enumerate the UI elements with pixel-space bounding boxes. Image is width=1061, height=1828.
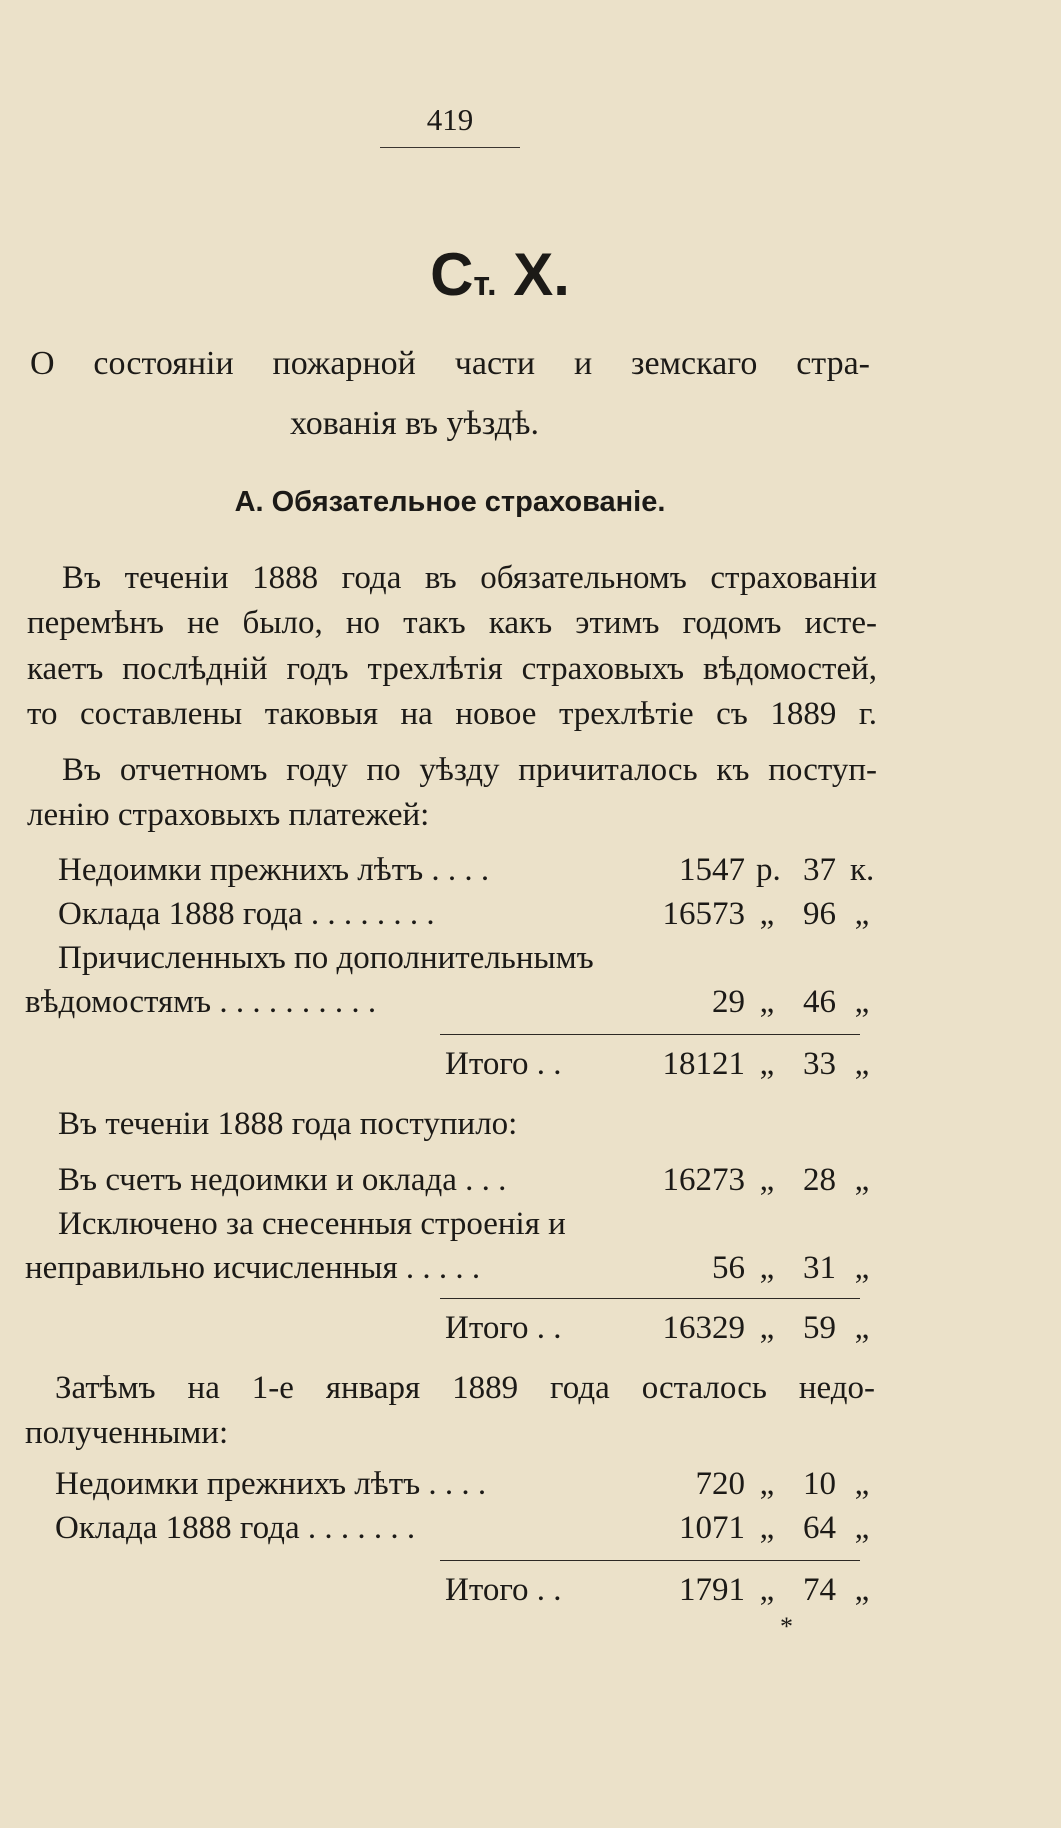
total-rule bbox=[440, 1560, 860, 1561]
row-label: Причисленныхъ по дополнительнымъ bbox=[58, 940, 594, 976]
paragraph4-line-1: Затѣмъ на 1-е января 1889 года осталось недо- bbox=[55, 1370, 875, 1406]
row-amount: 16573 bbox=[662, 896, 745, 932]
total-rule bbox=[440, 1298, 860, 1299]
row-currency: „ bbox=[759, 1162, 775, 1198]
row-currency: „ bbox=[759, 1510, 775, 1546]
paragraph1-line-4: то составлены таковыя на новое трехлѣтiе съ 1889 г. bbox=[27, 696, 877, 732]
signature-mark: * bbox=[780, 1612, 793, 1641]
row-currency: „ bbox=[759, 896, 775, 932]
row-label: Въ счетъ недоимки и оклада . . . bbox=[58, 1162, 507, 1198]
row-currency: „ bbox=[759, 1466, 775, 1502]
paragraph1-line-1: Въ теченiи 1888 года въ обязательномъ страхованiи bbox=[62, 560, 877, 596]
row-label: неправильно исчисленныя . . . . . bbox=[25, 1250, 481, 1286]
total-kopecks: 33 bbox=[803, 1046, 836, 1082]
row-currency: р. bbox=[756, 852, 781, 888]
row-currency-kop: к. bbox=[850, 852, 875, 888]
ledger-row bbox=[0, 1250, 1061, 1294]
ledger-row bbox=[0, 1510, 1061, 1554]
row-kopecks: 37 bbox=[803, 852, 836, 888]
page-number: 419 bbox=[426, 102, 474, 137]
total-amount: 18121 bbox=[662, 1046, 745, 1082]
row-amount: 1547 bbox=[679, 852, 745, 888]
row-amount: 16273 bbox=[662, 1162, 745, 1198]
row-amount: 720 bbox=[695, 1466, 745, 1502]
total-rule bbox=[440, 1034, 860, 1035]
paragraph4-line-2: полученными: bbox=[25, 1415, 229, 1451]
total-currency-kop: „ bbox=[854, 1572, 870, 1608]
row-label: Недоимки прежнихъ лѣтъ . . . . bbox=[58, 852, 490, 888]
total-amount: 1791 bbox=[679, 1572, 745, 1608]
row-label: Оклада 1888 года . . . . . . . . bbox=[58, 896, 435, 932]
ledger-row bbox=[0, 896, 1061, 940]
paragraph1-line-2: перемѣнъ не было, но такъ какъ этимъ годомъ исте- bbox=[27, 605, 877, 641]
row-kopecks: 96 bbox=[803, 896, 836, 932]
total-row bbox=[0, 1046, 1061, 1090]
total-currency: „ bbox=[759, 1046, 775, 1082]
total-currency-kop: „ bbox=[854, 1046, 870, 1082]
paragraph2-line-2: ленiю страховыхъ платежей: bbox=[27, 797, 430, 833]
row-kopecks: 28 bbox=[803, 1162, 836, 1198]
ledger-row bbox=[0, 1466, 1061, 1510]
ledger-row bbox=[0, 984, 1061, 1028]
total-amount: 16329 bbox=[662, 1310, 745, 1346]
ledger-row bbox=[0, 940, 1061, 984]
total-row bbox=[0, 1310, 1061, 1354]
row-currency-kop: „ bbox=[854, 1250, 870, 1286]
row-label: вѣдомостямъ . . . . . . . . . . bbox=[25, 984, 377, 1020]
total-label: Итого . . bbox=[445, 1310, 562, 1346]
row-amount: 1071 bbox=[679, 1510, 745, 1546]
paragraph2-line-1: Въ отчетномъ году по уѣзду причиталось къ поступ- bbox=[62, 752, 877, 788]
total-label: Итого . . bbox=[445, 1572, 562, 1608]
row-label: Исключено за снесенныя строенiя и bbox=[58, 1206, 566, 1242]
title-line-1: О состоянiи пожарной части и земскаго стра- bbox=[30, 345, 870, 382]
row-currency: „ bbox=[759, 984, 775, 1020]
ledger-row bbox=[0, 852, 1061, 896]
row-currency: „ bbox=[759, 1250, 775, 1286]
chapter-numeral: X. bbox=[513, 241, 570, 308]
ledger-row bbox=[0, 1162, 1061, 1206]
ledger-row bbox=[0, 1206, 1061, 1250]
section-heading: А. Обязательное страхованiе. bbox=[234, 486, 666, 518]
total-row bbox=[0, 1572, 1061, 1616]
row-amount: 29 bbox=[712, 984, 745, 1020]
chapter-prefix-big: С bbox=[430, 241, 474, 308]
row-label: Оклада 1888 года . . . . . . . bbox=[55, 1510, 416, 1546]
row-amount: 56 bbox=[712, 1250, 745, 1286]
row-currency-kop: „ bbox=[854, 1510, 870, 1546]
row-currency-kop: „ bbox=[854, 896, 870, 932]
row-kopecks: 31 bbox=[803, 1250, 836, 1286]
row-kopecks: 10 bbox=[803, 1466, 836, 1502]
total-kopecks: 59 bbox=[803, 1310, 836, 1346]
row-label: Недоимки прежнихъ лѣтъ . . . . bbox=[55, 1466, 487, 1502]
total-label: Итого . . bbox=[445, 1046, 562, 1082]
total-kopecks: 74 bbox=[803, 1572, 836, 1608]
page-number-rule bbox=[380, 147, 520, 148]
total-currency-kop: „ bbox=[854, 1310, 870, 1346]
row-currency-kop: „ bbox=[854, 1466, 870, 1502]
total-currency: „ bbox=[759, 1572, 775, 1608]
row-kopecks: 46 bbox=[803, 984, 836, 1020]
row-currency-kop: „ bbox=[854, 984, 870, 1020]
total-currency: „ bbox=[759, 1310, 775, 1346]
row-kopecks: 64 bbox=[803, 1510, 836, 1546]
chapter-prefix-small: т. bbox=[473, 265, 497, 303]
title-line-2: хованiя въ уѣздѣ. bbox=[290, 405, 540, 442]
row-currency-kop: „ bbox=[854, 1162, 870, 1198]
chapter-heading bbox=[0, 240, 1000, 309]
paragraph1-line-3: каетъ послѣднiй годъ трехлѣтiя страховыхъ вѣдомостей, bbox=[27, 651, 877, 687]
paragraph3: Въ теченiи 1888 года поступило: bbox=[58, 1106, 518, 1142]
